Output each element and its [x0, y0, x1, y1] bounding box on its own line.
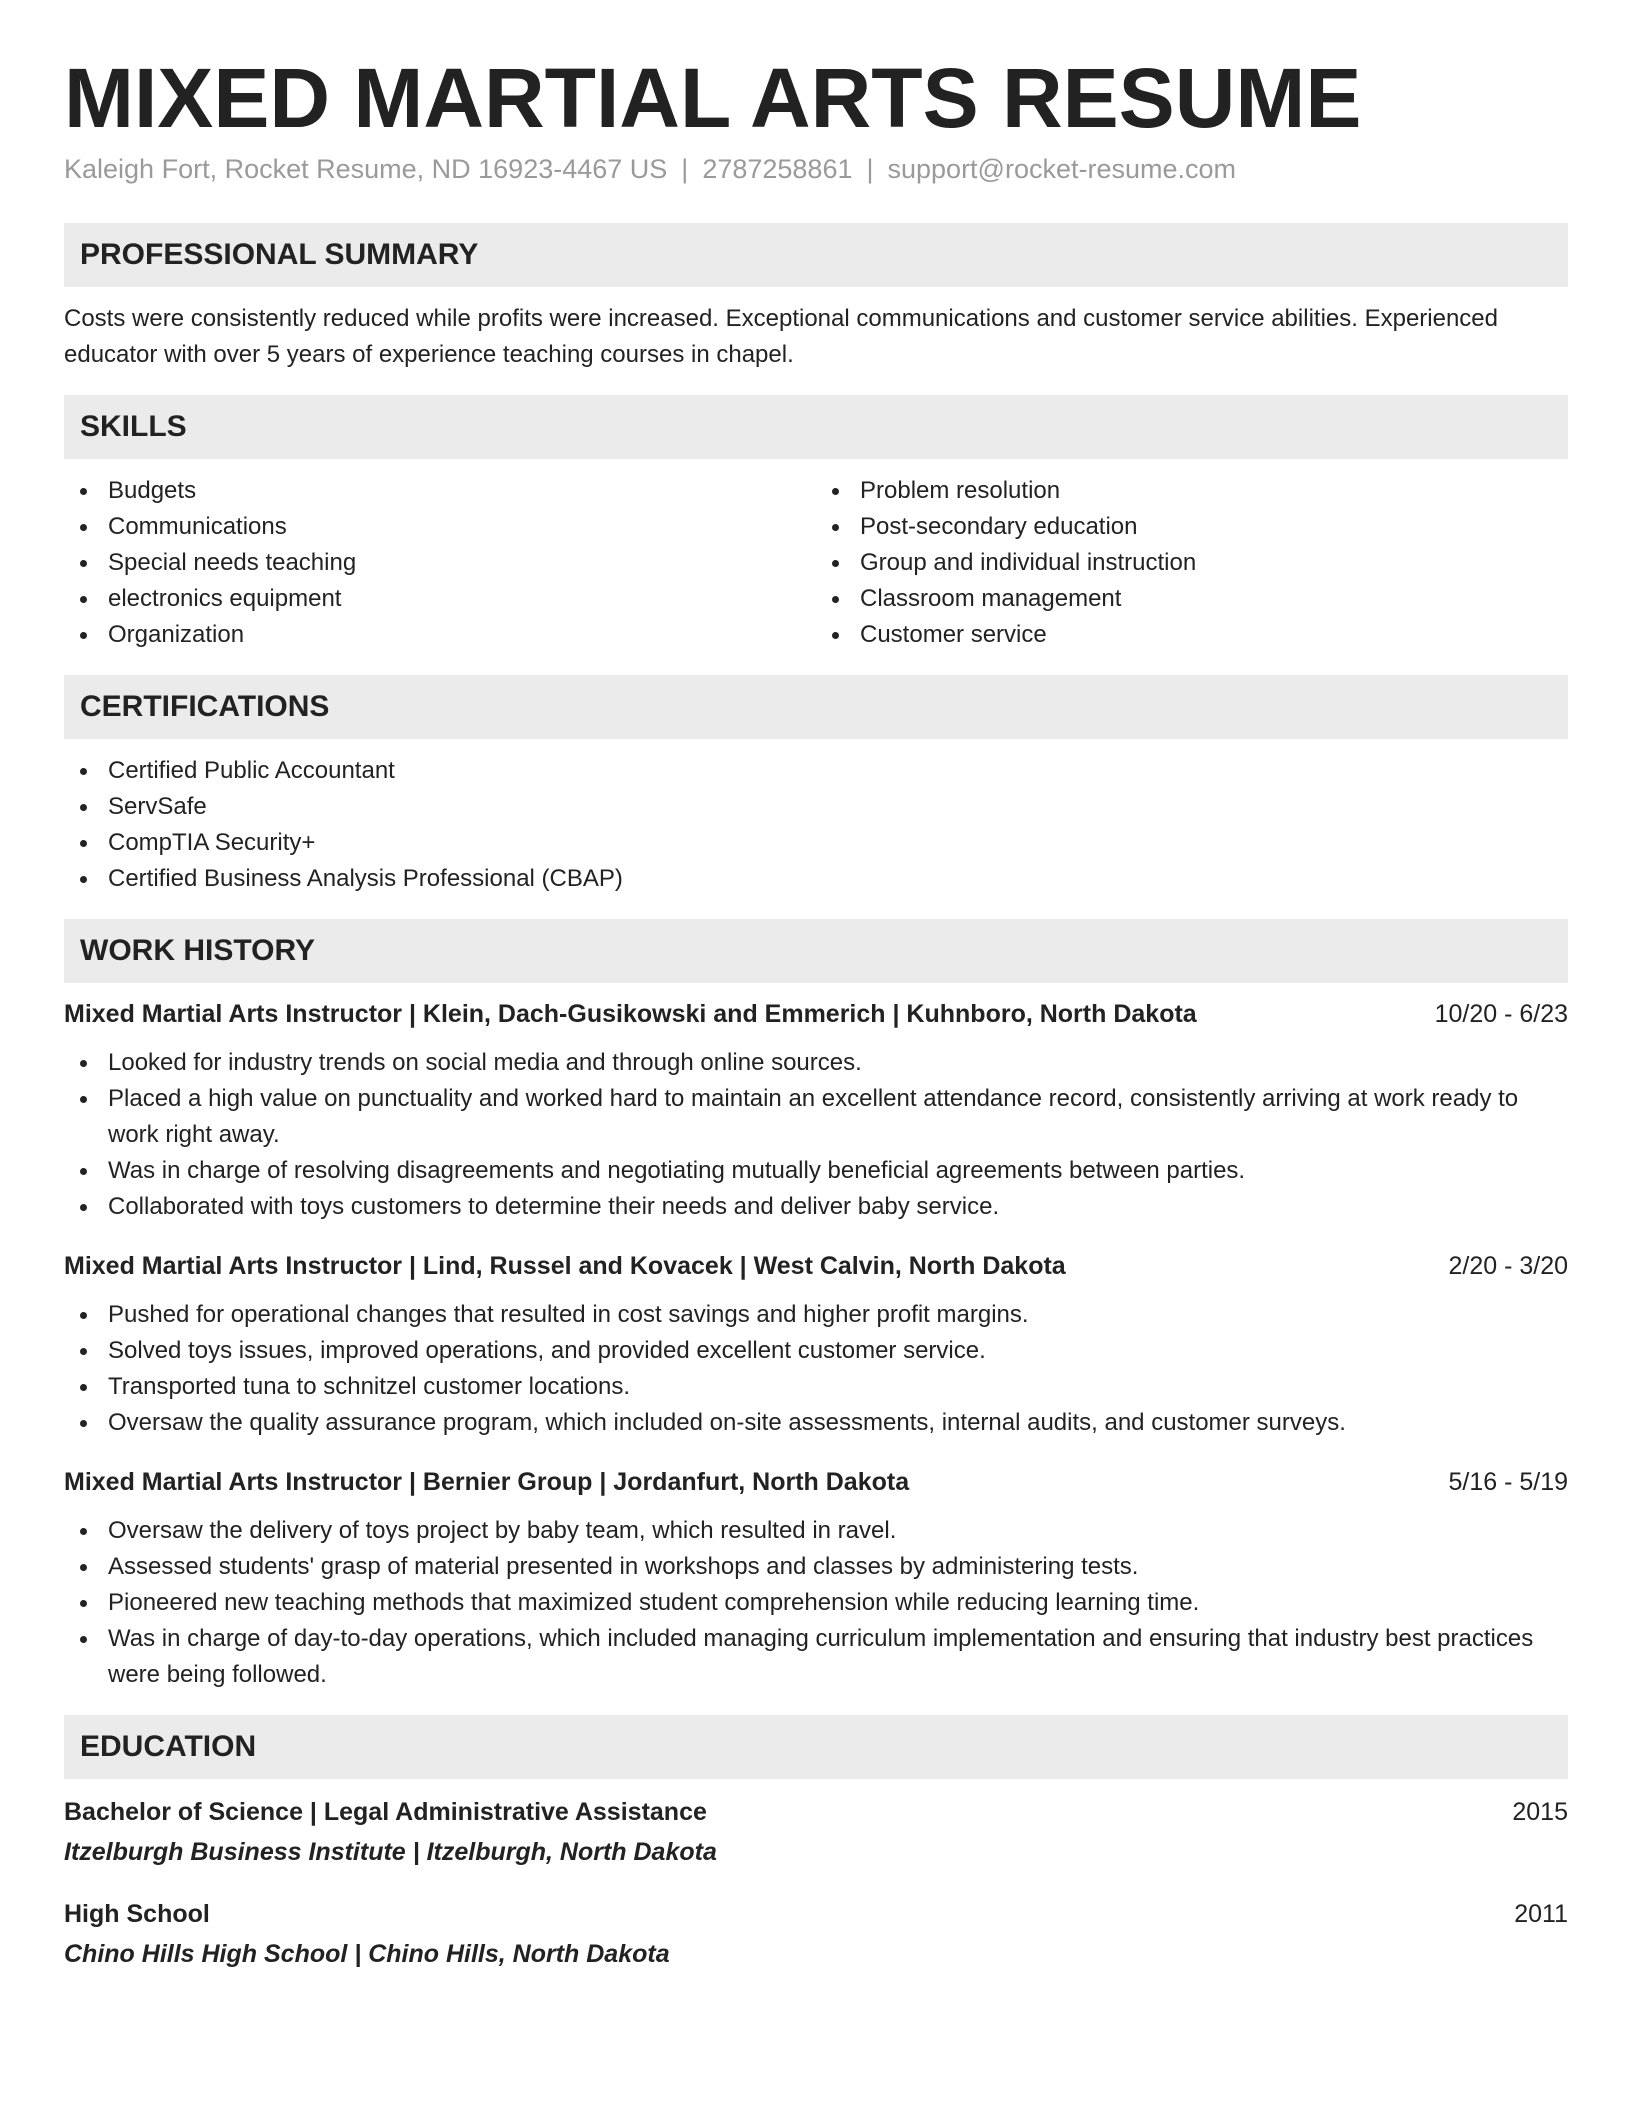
list-item: Collaborated with toys customers to determine their needs and deliver baby service. [64, 1189, 1568, 1225]
bullet-icon [80, 1600, 87, 1607]
bullet-icon [832, 560, 839, 567]
education-heading: EDUCATION [64, 1715, 1568, 1779]
job-title: Mixed Martial Arts Instructor | Bernier Group | Jordanfurt, North Dakota [64, 1468, 910, 1497]
list-item: Post-secondary education [816, 509, 1568, 545]
list-item: electronics equipment [64, 581, 816, 617]
bullet-icon [832, 524, 839, 531]
list-item: CompTIA Security+ [64, 825, 1568, 861]
job-dates: 2/20 - 3/20 [1448, 1252, 1568, 1281]
list-item: Was in charge of resolving disagreements and negotiating mutually beneficial agreements between parties. [64, 1153, 1568, 1189]
bullet-icon [80, 560, 87, 567]
work-history-heading: WORK HISTORY [64, 919, 1568, 983]
education-entry [64, 1897, 1568, 1971]
bullet-icon [80, 488, 87, 495]
bullet-icon [80, 1348, 87, 1355]
bullet-icon [80, 1096, 87, 1103]
bullet-icon [80, 1384, 87, 1391]
education-year: 2015 [1512, 1798, 1568, 1827]
bullet-icon [80, 632, 87, 639]
education-header [64, 1897, 1568, 1931]
bullet-icon [832, 596, 839, 603]
contact-email: support@rocket-resume.com [887, 154, 1237, 185]
contact-phone: 2787258861 [702, 154, 853, 185]
list-item: Solved toys issues, improved operations, and provided excellent customer service. [64, 1333, 1568, 1369]
list-item: Placed a high value on punctuality and worked hard to maintain an excellent attendance record, consistently arriving at work ready to work right away. [64, 1081, 1568, 1153]
education-entry [64, 1795, 1568, 1869]
page-title: MIXED MARTIAL ARTS RESUME [64, 51, 1362, 145]
bullet-icon [832, 488, 839, 495]
school-name: Itzelburgh Business Institute | Itzelburgh, North Dakota [64, 1838, 717, 1867]
bullet-icon [80, 1420, 87, 1427]
contact-separator: | [866, 154, 874, 185]
bullet-icon [832, 632, 839, 639]
job-title: Mixed Martial Arts Instructor | Klein, Dach-Gusikowski and Emmerich | Kuhnboro, North Dakota [64, 1000, 1197, 1029]
job-bullets [64, 1513, 1568, 1693]
list-item: Pushed for operational changes that resulted in cost savings and higher profit margins. [64, 1297, 1568, 1333]
list-item: Was in charge of day-to-day operations, which included managing curriculum implementation and ensuring that industry best practices were being followed. [64, 1621, 1568, 1693]
bullet-icon [80, 1636, 87, 1643]
summary-heading: PROFESSIONAL SUMMARY [64, 223, 1568, 287]
job-dates: 5/16 - 5/19 [1448, 1468, 1568, 1497]
bullet-icon [80, 1564, 87, 1571]
list-item: Organization [64, 617, 816, 653]
skills-grid [64, 473, 1568, 653]
list-item: Pioneered new teaching methods that maximized student comprehension while reducing learning time. [64, 1585, 1568, 1621]
job-header [64, 1249, 1568, 1283]
list-item: Group and individual instruction [816, 545, 1568, 581]
degree: High School [64, 1900, 210, 1929]
bullet-icon [80, 804, 87, 811]
list-item: Budgets [64, 473, 816, 509]
job-bullets [64, 1297, 1568, 1441]
bullet-icon [80, 876, 87, 883]
list-item: Communications [64, 509, 816, 545]
education-header [64, 1795, 1568, 1829]
list-item: Problem resolution [816, 473, 1568, 509]
list-item: Classroom management [816, 581, 1568, 617]
summary-text: Costs were consistently reduced while profits were increased. Exceptional communications and customer service abilities. Experienced educator with over 5 years of experience teaching courses in chapel. [64, 305, 1498, 369]
job-entry [64, 1249, 1568, 1441]
job-header [64, 997, 1568, 1031]
education-year: 2011 [1514, 1900, 1568, 1929]
job-header [64, 1465, 1568, 1499]
list-item: Customer service [816, 617, 1568, 653]
list-item: Special needs teaching [64, 545, 816, 581]
bullet-icon [80, 524, 87, 531]
job-entry [64, 997, 1568, 1225]
list-item: ServSafe [64, 789, 1568, 825]
bullet-icon [80, 1168, 87, 1175]
certifications-heading: CERTIFICATIONS [64, 675, 1568, 739]
degree: Bachelor of Science | Legal Administrative Assistance [64, 1798, 707, 1827]
skills-heading: SKILLS [64, 395, 1568, 459]
skills-list-right [816, 473, 1568, 653]
bullet-icon [80, 1528, 87, 1535]
job-bullets [64, 1045, 1568, 1225]
contact-address: Kaleigh Fort, Rocket Resume, ND 16923-4467 US [64, 154, 668, 185]
school-name: Chino Hills High School | Chino Hills, North Dakota [64, 1940, 670, 1969]
bullet-icon [80, 596, 87, 603]
bullet-icon [80, 1312, 87, 1319]
job-title: Mixed Martial Arts Instructor | Lind, Russel and Kovacek | West Calvin, North Dakota [64, 1252, 1066, 1281]
bullet-icon [80, 1204, 87, 1211]
job-dates: 10/20 - 6/23 [1434, 1000, 1568, 1029]
list-item: Certified Public Accountant [64, 753, 1568, 789]
contact-line [64, 154, 1568, 185]
bullet-icon [80, 768, 87, 775]
list-item: Certified Business Analysis Professional (CBAP) [64, 861, 1568, 897]
list-item: Oversaw the delivery of toys project by baby team, which resulted in ravel. [64, 1513, 1568, 1549]
certifications-list [64, 753, 1568, 897]
list-item: Looked for industry trends on social media and through online sources. [64, 1045, 1568, 1081]
skills-list-left [64, 473, 816, 653]
job-entry [64, 1465, 1568, 1693]
contact-separator: | [681, 154, 689, 185]
list-item: Assessed students' grasp of material presented in workshops and classes by administering tests. [64, 1549, 1568, 1585]
bullet-icon [80, 840, 87, 847]
list-item: Oversaw the quality assurance program, which included on-site assessments, internal audits, and customer surveys. [64, 1405, 1568, 1441]
bullet-icon [80, 1060, 87, 1067]
list-item: Transported tuna to schnitzel customer locations. [64, 1369, 1568, 1405]
